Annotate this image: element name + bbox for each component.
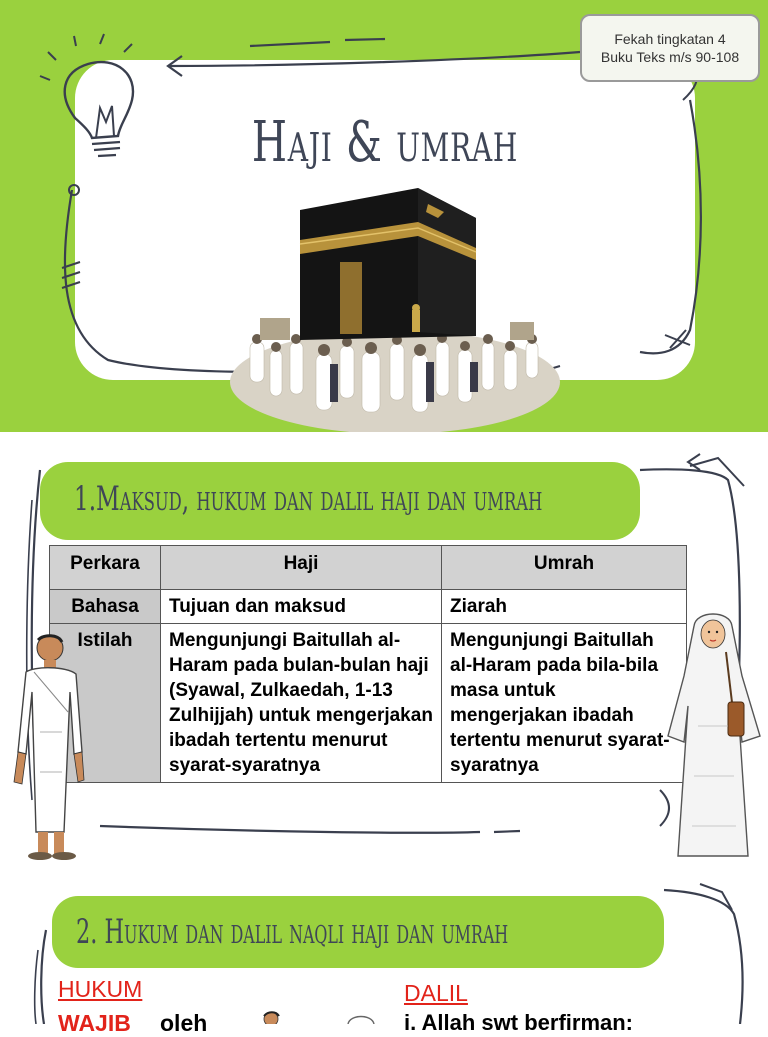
table-header-row: [50, 546, 687, 590]
header-umrah: Umrah: [442, 546, 687, 590]
reference-line-1: Fekah tingkatan 4: [614, 31, 726, 47]
header-perkara: Perkara: [50, 546, 161, 590]
cell-haji-istilah: Mengunjungi Baitullah al-Haram pada bulan-bulan haji (Syawal, Zulkaedah, 1-13 Zulhijjah) untuk mengerjakan ibadah tertentu menurut syarat-syaratnya: [161, 624, 442, 783]
section1-title: 1.Maksud, hukum dan dalil haji dan umrah: [74, 479, 543, 519]
male-pilgrim-illustration: [4, 632, 96, 864]
dalil-first-line: i. Allah swt berfirman:: [404, 1010, 634, 1035]
header-haji: Haji: [161, 546, 442, 590]
row-label-istilah: Istilah: [50, 624, 161, 783]
wajib-text: WAJIB: [58, 1010, 131, 1036]
cell-haji-bahasa: Tujuan dan maksud: [161, 590, 442, 624]
haji-umrah-table: [49, 545, 687, 783]
section2-title: 2. Hukum dan dalil naqli haji dan umrah: [76, 912, 509, 952]
table-row-bahasa: [50, 590, 687, 624]
page-title: Haji & umrah: [251, 110, 519, 175]
cell-umrah-bahasa: Ziarah: [442, 590, 687, 624]
kaaba-photo: [230, 182, 560, 432]
reference-line-2: Buku Teks m/s 90-108: [600, 49, 740, 65]
textbook-reference-box: [580, 14, 760, 82]
female-pilgrim-illustration: [664, 606, 762, 864]
cell-umrah-istilah: Mengunjungi Baitullah al-Haram pada bila-bila masa untuk mengerjakan ibadah tertentu menurut syarat-syaratnya: [442, 624, 687, 783]
hukum-heading: HUKUM: [58, 976, 143, 1002]
dalil-heading: DALIL: [404, 980, 468, 1006]
table-row-istilah: [50, 624, 687, 783]
row-label-bahasa: Bahasa: [50, 590, 161, 624]
cover-section: [0, 0, 768, 432]
light-bulb-icon: [40, 34, 133, 156]
decorative-circle-icon: [346, 1014, 376, 1024]
wajib-continuation: oleh: [160, 1010, 208, 1036]
small-pilgrim-illustration: [256, 1010, 286, 1024]
